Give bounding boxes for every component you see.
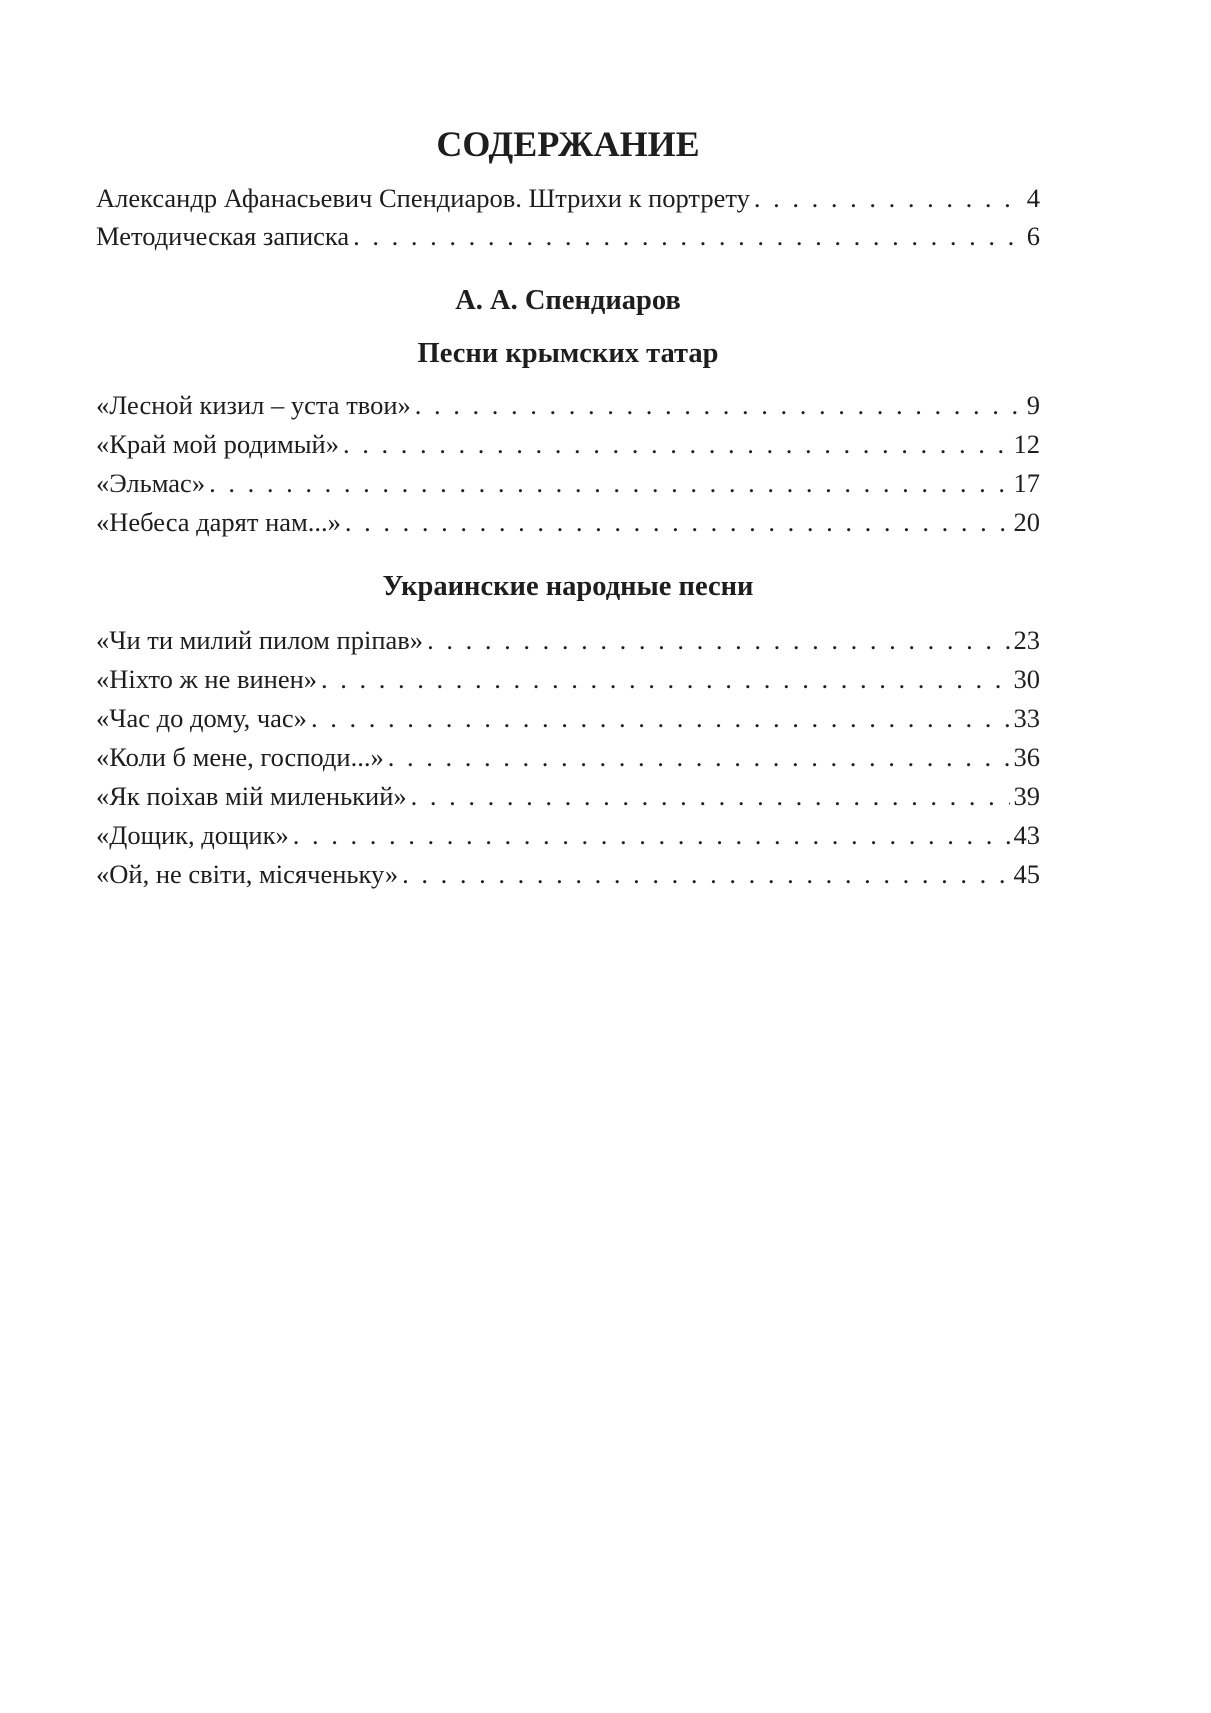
toc-entry bbox=[96, 779, 1040, 813]
dot-leader bbox=[411, 779, 1010, 813]
toc-entry-page: 9 bbox=[1026, 390, 1040, 420]
toc-entry-page: 12 bbox=[1013, 429, 1040, 459]
toc-entry bbox=[96, 818, 1040, 852]
toc-entry bbox=[96, 181, 1040, 215]
dot-leader bbox=[293, 818, 1010, 852]
toc-entry-title: «Коли б мене, господи...» bbox=[96, 742, 384, 772]
toc-entry-page: 6 bbox=[1026, 221, 1040, 251]
toc-entry-title: Методическая записка bbox=[96, 221, 350, 251]
toc-entry-title: «Час до дому, час» bbox=[96, 703, 307, 733]
toc-entry-title: «Чи ти милий пилом пріпав» bbox=[96, 625, 424, 655]
toc-entry bbox=[96, 857, 1040, 891]
dot-leader bbox=[343, 427, 1010, 461]
section-heading: Украинские народные песни bbox=[382, 571, 754, 602]
toc-entry-page: 30 bbox=[1013, 664, 1040, 694]
toc-entry-page: 36 bbox=[1013, 742, 1040, 772]
toc-entry bbox=[96, 388, 1040, 422]
dot-leader bbox=[427, 623, 1009, 657]
toc-entry-page: 4 bbox=[1026, 183, 1040, 213]
toc-entry bbox=[96, 427, 1040, 461]
toc-entry-page: 39 bbox=[1013, 781, 1040, 811]
toc-entry-title: «Эльмас» bbox=[96, 468, 206, 498]
dot-leader bbox=[311, 701, 1010, 735]
toc-entry-page: 23 bbox=[1013, 625, 1040, 655]
toc-entry-title: «Ніхто ж не винен» bbox=[96, 664, 318, 694]
toc-entry-page: 20 bbox=[1013, 507, 1040, 537]
toc-entry bbox=[96, 623, 1040, 657]
toc-entry-title: «Ой, не світи, місяченьку» bbox=[96, 859, 399, 889]
toc-entry bbox=[96, 219, 1040, 253]
toc-entry bbox=[96, 505, 1040, 539]
toc-entry bbox=[96, 466, 1040, 500]
dot-leader bbox=[415, 388, 1023, 422]
toc-entry-title: «Як поіхав мій миленький» bbox=[96, 781, 407, 811]
toc-entry bbox=[96, 701, 1040, 735]
toc-entry bbox=[96, 662, 1040, 696]
dot-leader bbox=[321, 662, 1009, 696]
dot-leader bbox=[353, 219, 1023, 253]
author-heading: А. А. Спендиаров bbox=[455, 285, 681, 316]
toc-entry-page: 17 bbox=[1013, 468, 1040, 498]
section-heading: Песни крымских татар bbox=[417, 338, 719, 369]
toc-entry-page: 43 bbox=[1013, 820, 1040, 850]
toc-entry-title: «Дощик, дощик» bbox=[96, 820, 289, 850]
dot-leader bbox=[209, 466, 1009, 500]
dot-leader bbox=[754, 181, 1023, 215]
toc-entry-page: 33 bbox=[1013, 703, 1040, 733]
dot-leader bbox=[402, 857, 1009, 891]
toc-entry-title: «Край мой родимый» bbox=[96, 429, 339, 459]
dot-leader bbox=[345, 505, 1010, 539]
toc-entry-title: «Лесной кизил – уста твои» bbox=[96, 390, 411, 420]
toc-entry-page: 45 bbox=[1013, 859, 1040, 889]
toc-entry bbox=[96, 740, 1040, 774]
page-title: СОДЕРЖАНИЕ bbox=[436, 124, 700, 164]
toc-entry-title: «Небеса дарят нам...» bbox=[96, 507, 341, 537]
toc-entry-title: Александр Афанасьевич Спендиаров. Штрихи к портрету bbox=[96, 183, 750, 213]
dot-leader bbox=[388, 740, 1010, 774]
